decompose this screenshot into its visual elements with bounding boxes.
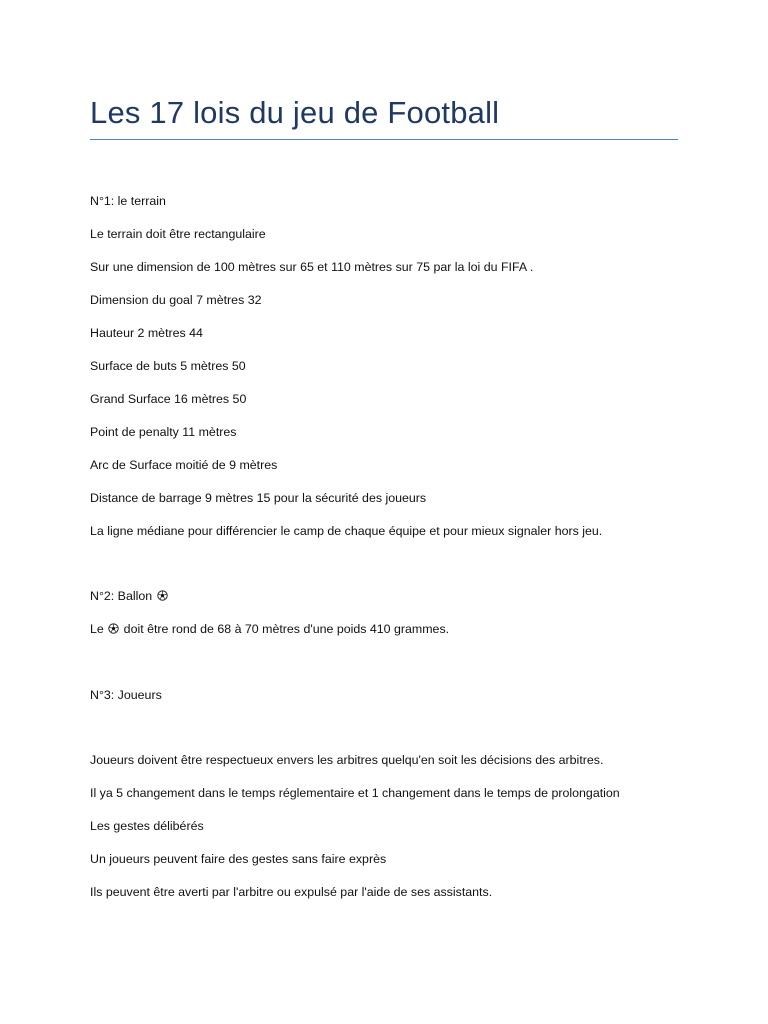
heading-text: N°2: Ballon [90, 589, 156, 603]
paragraph-line: Ils peuvent être averti par l'arbitre ou expulsé par l'aide de ses assistants. [90, 885, 493, 899]
paragraph-line: Hauteur 2 mètres 44 [90, 326, 203, 340]
soccer-ball-icon [157, 590, 168, 601]
paragraph-line: Dimension du goal 7 mètres 32 [90, 293, 262, 307]
line-text-after: doit être rond de 68 à 70 mètres d'une poids 410 grammes. [120, 622, 450, 636]
paragraph-line: Sur une dimension de 100 mètres sur 65 et 110 mètres sur 75 par la loi du FIFA . [90, 260, 534, 274]
paragraph-line [90, 621, 449, 637]
paragraph-line: Grand Surface 16 mètres 50 [90, 392, 247, 406]
paragraph-line: Les gestes délibérés [90, 819, 204, 833]
section-heading-ballon [90, 588, 169, 604]
paragraph-line: Un joueurs peuvent faire des gestes sans faire exprès [90, 852, 387, 866]
section-heading-terrain: N°1: le terrain [90, 194, 166, 208]
soccer-ball-icon [108, 623, 119, 634]
paragraph-line: Distance de barrage 9 mètres 15 pour la sécurité des joueurs [90, 491, 427, 505]
paragraph-line: Surface de buts 5 mètres 50 [90, 359, 246, 373]
paragraph-line: La ligne médiane pour différencier le camp de chaque équipe et pour mieux signaler hors jeu. [90, 524, 603, 538]
paragraph-line: Point de penalty 11 mètres [90, 425, 237, 439]
document-title: Les 17 lois du jeu de Football [90, 95, 500, 130]
title-underline [90, 139, 678, 140]
paragraph-line: Le terrain doit être rectangulaire [90, 227, 266, 241]
line-text-before: Le [90, 622, 108, 636]
section-heading-joueurs: N°3: Joueurs [90, 688, 162, 702]
paragraph-line: Arc de Surface moitié de 9 mètres [90, 458, 278, 472]
paragraph-line: Il ya 5 changement dans le temps réglementaire et 1 changement dans le temps de prolongation [90, 786, 620, 800]
paragraph-line: Joueurs doivent être respectueux envers les arbitres quelqu'en soit les décisions des arbitres. [90, 753, 604, 767]
